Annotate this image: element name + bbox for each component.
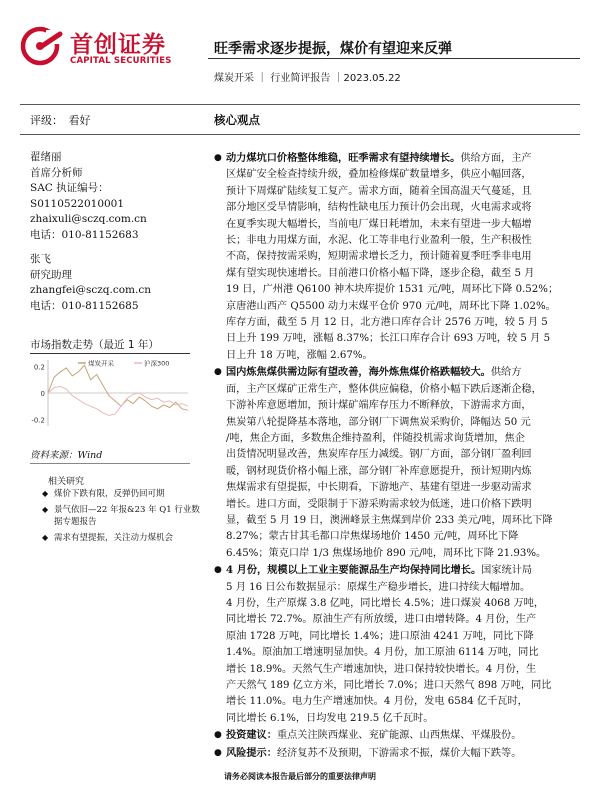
paragraph-line: 风险提示：经济复苏不及预期，下游需求不振，煤价大幅下跌等。 bbox=[226, 746, 522, 759]
paragraph-line: 原油 1728 万吨，同比增长 1.4%；进口原油 4241 万吨，同比下降 bbox=[226, 630, 534, 642]
paragraph-line: 6.45%；策克口岸 1/3 焦煤场地价 890 元/吨，周环比下降 21.93%。 bbox=[226, 547, 547, 559]
paragraph-line: 同比增长 72.7%。原油生产有所放缓，进口由增转降。4 月份，生产 bbox=[226, 614, 537, 626]
analyst-email[interactable]: zhaixuli@sczq.com.cn bbox=[30, 213, 147, 225]
paragraph-line: 投资建议：重点关注陕西煤业、兖矿能源、山西焦煤、平煤股份。 bbox=[226, 729, 522, 742]
analyst-card-1 bbox=[30, 150, 147, 243]
bullet-icon: ● bbox=[214, 367, 222, 378]
paragraph-line: 不高，保持按需采购，短期需求增长乏力，预计随着夏季旺季非电用 bbox=[226, 251, 532, 263]
series-line-coal-mining bbox=[48, 365, 188, 410]
bullet-icon: ● bbox=[214, 747, 222, 758]
paragraph-line: 动力煤坑口价格整体维稳，旺季需求有望持续增长。供给方面，主产 bbox=[226, 152, 532, 164]
paragraph-line: 日上升 199 万吨，涨幅 8.37%；长江口库存合计 693 万吨，较 5 月 5 bbox=[226, 333, 551, 345]
section-divider bbox=[20, 134, 580, 135]
bullet-icon: ● bbox=[214, 730, 222, 741]
paragraph-lead: 动力煤坑口价格整体维稳，旺季需求有望持续增长。 bbox=[226, 152, 461, 164]
paragraph-line: 产天然气 189 亿立方米，同比增长 7.0%；进口天然气 898 万吨，同比 bbox=[226, 680, 552, 691]
paragraph-line: 4 月份，规模以上工业主要能源品生产均保持同比增长。国家统计局 bbox=[226, 564, 533, 577]
related-item[interactable]: ◆ 需求有望提振，关注动力煤机会 bbox=[42, 532, 174, 543]
capital-securities-logo-icon bbox=[20, 26, 64, 66]
source-divider bbox=[30, 463, 190, 464]
market-index-chart bbox=[26, 354, 196, 436]
paragraph-line: 预计下周煤矿陆续复工复产。需求方面，随着全国高温天气蔓延，且 bbox=[226, 185, 532, 197]
paragraph-line: 下游补库意愿增加，预计煤矿端库存压力不断释放，下游需求方面， bbox=[226, 400, 532, 412]
paragraph-line: 1.4%。原油加工增速明显加快。4 月份，加工原油 6114 万吨，同比 bbox=[226, 647, 539, 659]
legal-footer: 请务必阅读本报告最后部分的重要法律声明 bbox=[224, 772, 376, 781]
related-research-list bbox=[40, 488, 200, 547]
y-tick-label: -0.2 bbox=[31, 416, 45, 425]
paragraph-line: 4 月份，生产原煤 3.8 亿吨，同比增长 4.5%；进口煤炭 4068 万吨， bbox=[226, 597, 545, 609]
core-views-heading: 核心观点 bbox=[214, 113, 260, 127]
paragraph-line: 显，截至 5 月 19 日，澳洲峰景主焦煤到岸价 233 美元/吨，周环比下降 bbox=[226, 514, 553, 526]
analyst-phone: 电话：010-81152683 bbox=[30, 228, 139, 241]
analyst-title: 首席分析师 bbox=[30, 166, 83, 179]
legend-label: 煤炭开采 bbox=[88, 359, 114, 368]
paragraph-lead: 投资建议： bbox=[226, 729, 277, 742]
paragraph-line: 5 月 16 日公布数据显示：原煤生产稳步增长，进口持续大幅增加。 bbox=[226, 581, 531, 593]
paragraph-line: /吨，焦企方面，多数焦企维持盈利，伴随投机需求询货增加，焦企 bbox=[226, 432, 525, 444]
paragraph-line: 京唐港山西产 Q5500 动力末煤平仓价 970 元/吨，周环比下降 1.02%。 bbox=[226, 300, 556, 312]
legend-label: 沪深300 bbox=[144, 359, 170, 368]
y-tick-label: 0.2 bbox=[33, 363, 45, 372]
core-view-paragraph bbox=[214, 727, 586, 744]
bullet-icon: ● bbox=[214, 565, 222, 576]
paragraph-line: 面，主产区煤矿正常生产，整体供应偏稳，价格小幅下跌后逐渐企稳， bbox=[226, 383, 542, 395]
series-line-csi300 bbox=[48, 386, 188, 415]
paragraph-line: 长；非电力用煤方面，水泥、化工等非电行业盈利一般，生产积极性 bbox=[226, 235, 532, 247]
paragraph-lead: 风险提示： bbox=[226, 746, 277, 759]
core-view-paragraph bbox=[214, 745, 586, 762]
paragraph-line: 同比增长 6.1%，日均发电 219.5 亿千瓦时。 bbox=[226, 712, 434, 724]
paragraph-line: 焦煤需求有望提振，中长期看，下游地产、基建有望进一步驱动需求 bbox=[226, 482, 532, 494]
paragraph-line: 增长。进口方面，受限制于下游采购需求较为低迷，进口价格下跌明 bbox=[226, 498, 532, 510]
analyst-phone: 电话：010-81152685 bbox=[30, 299, 139, 312]
core-view-paragraph bbox=[214, 150, 586, 364]
paragraph-line: 国内炼焦煤供需边际有望改善，海外炼焦煤价格跌幅较大。供给方 bbox=[226, 366, 522, 379]
paragraph-line: 在夏季实现大幅增长，当前电厂煤日耗增加，未来有望进一步大幅增 bbox=[226, 218, 532, 230]
core-view-paragraph bbox=[214, 364, 586, 562]
top-divider bbox=[20, 104, 580, 105]
analyst-name: 张飞 bbox=[30, 253, 51, 265]
header-divider bbox=[208, 58, 580, 59]
report-subtitle: 煤炭开采 ｜ 行业简评报告 ｜2023.05.22 bbox=[214, 73, 401, 84]
company-logo bbox=[20, 24, 200, 74]
analyst-cert-label: SAC 执证编号： bbox=[30, 182, 109, 194]
paragraph-line: 日上升 18 万吨，涨幅 2.67%。 bbox=[226, 349, 373, 361]
chart-source: 资料来源：Wind bbox=[30, 450, 103, 461]
brand-name-en: CAPITAL SECURITIES bbox=[70, 56, 172, 66]
paragraph-line: 19 日，广州港 Q6100 神木块库提价 1531 元/吨，周环比下降 0.52%； bbox=[226, 284, 559, 296]
bullet-icon: ● bbox=[214, 153, 222, 163]
bullet-icon: ◆ bbox=[42, 489, 49, 498]
analyst-card-2 bbox=[30, 252, 151, 314]
bullet-icon: ◆ bbox=[42, 504, 49, 514]
paragraph-lead: 国内炼焦煤供需边际有望改善，海外炼焦煤价格跌幅较大。 bbox=[226, 366, 491, 379]
analyst-name: 翟绪丽 bbox=[30, 151, 62, 163]
paragraph-line: 区煤矿安全检查持续升级，叠加检修煤矿数量增多，供应小幅回落， bbox=[226, 169, 532, 181]
market-chart-title: 市场指数走势（最近 1 年） bbox=[30, 339, 159, 351]
paragraph-line: 库存方面，截至 5 月 12 日，北方港口库存合计 2576 万吨，较 5 月 5 bbox=[226, 317, 548, 329]
bullet-icon: ◆ bbox=[42, 532, 49, 542]
paragraph-line: 暖，钢材现货价格小幅上涨，部分钢厂补库意愿提升，预计短期内炼 bbox=[226, 465, 532, 477]
analyst-email[interactable]: zhangfei@sczq.com.cn bbox=[30, 284, 151, 296]
related-item[interactable]: ◆ 煤价下跌有限，反弹仍回可期 bbox=[42, 489, 165, 499]
analyst-cert-number: S0110522010001 bbox=[30, 197, 125, 210]
core-view-paragraph bbox=[214, 562, 586, 727]
y-tick-label: 0 bbox=[40, 390, 45, 398]
paragraph-line: 出货情况明显改善，焦炭库存压力减缓。钢厂方面，部分钢厂盈利回 bbox=[226, 449, 532, 461]
paragraph-line: 焦炭第八轮提降基本落地，部分钢厂下调焦炭采购价，降幅达 50 元 bbox=[226, 416, 531, 428]
analyst-title: 研究助理 bbox=[30, 268, 72, 281]
brand-name-cn: 首创证券 bbox=[70, 32, 166, 58]
paragraph-lead: 4 月份，规模以上工业主要能源品生产均保持同比增长。 bbox=[226, 564, 482, 577]
paragraph-line: 8.27%；蒙古甘其毛都口岸焦煤场地价 1450 元/吨，周环比下降 bbox=[226, 531, 519, 543]
core-views-body bbox=[214, 150, 586, 762]
report-title: 旺季需求逐步提振，煤价有望迎来反弹 bbox=[214, 41, 452, 57]
paragraph-line: 煤有望实现快速增长。目前港口价格小幅下降，逐步企稳，截至 5 月 bbox=[226, 267, 535, 279]
related-research-heading: 相关研究 bbox=[48, 477, 85, 487]
rating: 评级： 看好 bbox=[30, 114, 91, 127]
paragraph-line: 增长 11.0%。电力生产增速加快。4 月份，发电 6584 亿千瓦时， bbox=[226, 696, 528, 708]
related-item[interactable]: ◆ 景气依旧—22 年报&23 年 Q1 行业数据专题报告 bbox=[42, 504, 200, 527]
paragraph-line: 部分地区受旱情影响，结构性缺电压力预计仍会出现，火电需求或将 bbox=[226, 202, 532, 214]
paragraph-line: 增长 18.9%。天然气生产增速加快，进口保持较快增长。4 月份，生 bbox=[226, 663, 537, 675]
